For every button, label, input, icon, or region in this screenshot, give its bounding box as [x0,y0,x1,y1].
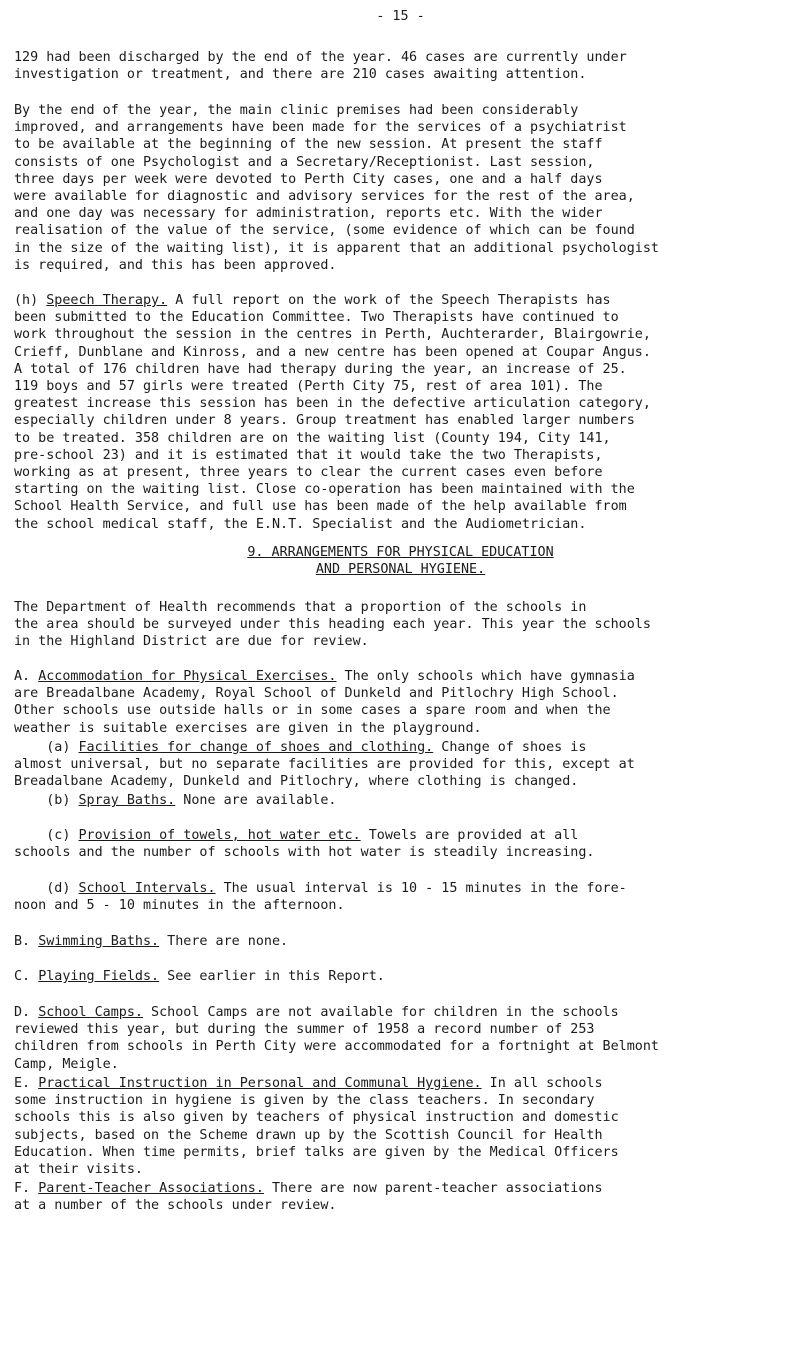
item-label: F. [14,1181,31,1196]
paragraph-change-facilities [14,739,794,791]
item-label: D. [14,1005,31,1020]
text-line: to be treated. 358 children are on the waiting list (County 194, City 141, [14,430,611,446]
text-line: some instruction in hygiene is given by the class teachers. In secondary [14,1093,595,1109]
text-line: starting on the waiting list. Close co-operation has been maintained with the [14,482,635,498]
item-label: (d) [46,881,71,896]
paragraph-discharged-cases [14,49,794,83]
text-run: See earlier in this Report. [159,969,385,984]
text-line: A total of 176 children have had therapy during the year, an increase of 25. [14,361,627,377]
text-run: There are now parent-teacher associations [263,1181,603,1196]
text-line [14,668,794,685]
section-title: Speech Therapy. [46,293,168,308]
text-run: Change of shoes is [433,740,587,755]
heading-line: AND PERSONAL HYGIENE. [315,562,486,578]
text-line: Camp, Meigle. [14,1056,119,1072]
section-title: Facilities for change of shoes and clothing. [78,740,434,755]
text-line [14,1075,794,1092]
item-label: C. [14,969,31,984]
text-line: been submitted to the Education Committee. Two Therapists have continued to [14,310,619,326]
text-line: the school medical staff, the E.N.T. Specialist and the Audiometrician. [14,516,587,532]
paragraph-clinic-staff [14,102,794,274]
text-run: The only schools which have gymnasia [336,669,635,684]
paragraph-swimming-baths [14,933,794,950]
text-run: School Camps are not available for children in the schools [143,1005,619,1020]
text-line [14,827,794,844]
text-line [14,1004,794,1021]
text-line: three days per week were devoted to Perth City cases, one and a half days [14,171,603,187]
text-line: almost universal, but no separate facilities are provided for this, except at [14,757,635,773]
paragraph-parent-teacher [14,1180,794,1214]
text-line: Other schools use outside halls or in some cases a spare room and when the [14,703,611,719]
item-label: (b) [46,793,71,808]
text-run: The usual interval is 10 - 15 minutes in the fore- [215,881,627,896]
text-line [14,292,794,309]
text-line: at a number of the schools under review. [14,1198,337,1214]
text-line: By the end of the year, the main clinic premises had been considerably [14,103,579,118]
paragraph-spray-baths [14,792,794,809]
section-title: Practical Instruction in Personal and Communal Hygiene. [38,1076,482,1091]
text-run: None are available. [175,793,337,808]
text-line: 119 boys and 57 girls were treated (Perth City 75, rest of area 101). The [14,379,603,395]
item-label: A. [14,669,31,684]
section-title: School Camps. [38,1005,143,1020]
text-line: greatest increase this session has been in the defective articulation category, [14,396,651,412]
paragraph-school-camps [14,1004,794,1073]
text-line: improved, and arrangements have been made for the services of a psychiatrist [14,120,627,136]
text-line: Breadalbane Academy, Dunkeld and Pitlochry, where clothing is changed. [14,774,579,790]
text-line: work throughout the session in the centres in Perth, Auchterarder, Blairgowrie, [14,327,651,343]
text-line: in the Highland District are due for review. [14,634,369,650]
text-line [14,792,794,809]
text-line [14,968,794,985]
text-run: A full report on the work of the Speech Therapists has [167,293,611,308]
text-line: schools and the number of schools with hot water is steadily increasing. [14,845,595,861]
text-line [14,1180,794,1197]
text-line: pre-school 23) and it is estimated that it would take the two Therapists, [14,447,603,463]
paragraph-hygiene-instruction [14,1075,794,1178]
text-line: The Department of Health recommends that a proportion of the schools in [14,600,587,615]
paragraph-intro [14,599,794,651]
paragraph-intervals [14,880,794,914]
text-line: are Breadalbane Academy, Royal School of Dunkeld and Pitlochry High School. [14,686,619,702]
item-label: (h) [14,293,39,308]
item-label: (a) [46,740,71,755]
section-title: Provision of towels, hot water etc. [78,828,361,843]
text-line: consists of one Psychologist and a Secretary/Receptionist. Last session, [14,154,595,170]
paragraph-speech-therapy [14,292,794,533]
text-line: at their visits. [14,1162,143,1178]
text-line: the area should be surveyed under this heading each year. This year the schools [14,617,651,633]
section-title: School Intervals. [78,881,216,896]
item-label: B. [14,934,31,949]
heading-line: 9. ARRANGEMENTS FOR PHYSICAL EDUCATION [247,545,554,560]
paragraph-accommodation [14,668,794,737]
text-line [14,933,794,950]
text-line: Education. When time permits, brief talks are given by the Medical Officers [14,1144,619,1160]
item-label: (c) [46,828,71,843]
text-line [14,739,794,756]
section-title: Accommodation for Physical Exercises. [38,669,337,684]
text-line: schools this is also given by teachers of physical instruction and domestic [14,1110,619,1126]
text-line: to be available at the beginning of the new session. At present the staff [14,137,603,153]
item-label: E. [14,1076,31,1091]
text-line: were available for diagnostic and advisory services for the rest of the area, [14,189,635,205]
text-line: realisation of the value of the service, (some evidence of which can be found [14,223,635,239]
text-line: children from schools in Perth City were accommodated for a fortnight at Belmont [14,1039,659,1055]
section-heading [0,544,801,578]
text-line: Crieff, Dunblane and Kinross, and a new centre has been opened at Coupar Angus. [14,344,651,360]
text-line: noon and 5 - 10 minutes in the afternoon. [14,898,345,914]
paragraph-playing-fields [14,968,794,985]
text-line: investigation or treatment, and there are 210 cases awaiting attention. [14,67,587,83]
text-line: reviewed this year, but during the summer of 1958 a record number of 253 [14,1022,595,1038]
text-line [14,880,794,897]
text-line: School Health Service, and full use has been made of the help available from [14,499,627,515]
text-line: and one day was necessary for administration, reports etc. With the wider [14,206,603,222]
section-title: Parent-Teacher Associations. [38,1181,264,1196]
text-run: Towels are provided at all [360,828,579,843]
text-line: working as at present, three years to clear the current cases even before [14,465,603,481]
text-line: 129 had been discharged by the end of the year. 46 cases are currently under [14,50,627,65]
section-title: Spray Baths. [78,793,176,808]
text-run: In all schools [481,1076,603,1091]
text-line: in the size of the waiting list), it is apparent that an additional psychologist [14,240,659,256]
section-title: Swimming Baths. [38,934,160,949]
text-line: subjects, based on the Scheme drawn up by the Scottish Council for Health [14,1127,603,1143]
section-title: Playing Fields. [38,969,160,984]
page-number: - 15 - [376,9,425,24]
text-line: weather is suitable exercises are given in the playground. [14,720,482,736]
text-line: especially children under 8 years. Group treatment has enabled larger numbers [14,413,635,429]
paragraph-towels [14,827,794,861]
text-line: is required, and this has been approved. [14,257,337,273]
text-run: There are none. [159,934,289,949]
